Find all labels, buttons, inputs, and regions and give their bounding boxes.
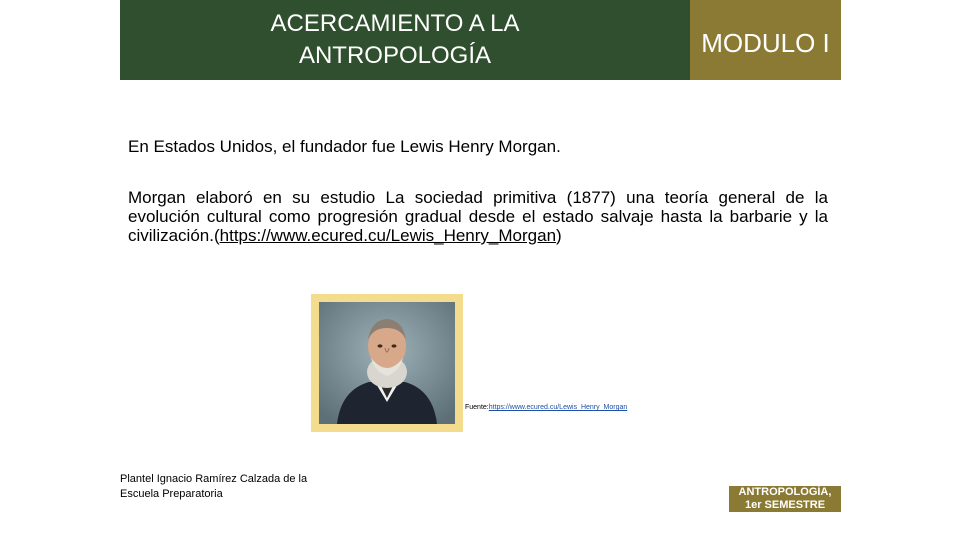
- ecured-link[interactable]: https://www.ecured.cu/Lewis_Henry_Morgan: [219, 226, 557, 245]
- portrait-image: [319, 302, 455, 424]
- footer-course-line2: 1er SEMESTRE: [744, 499, 826, 511]
- image-source: [465, 402, 645, 414]
- slide-title: [230, 8, 560, 72]
- body-paragraph: [128, 188, 828, 245]
- title-banner: [120, 0, 690, 80]
- footer-institution: [120, 472, 350, 502]
- body-text-end: ): [556, 226, 562, 245]
- slide-title-line1: ACERCAMIENTO A LA: [270, 10, 520, 37]
- footer-institution-line2: Escuela Preparatoria: [120, 488, 223, 500]
- source-link[interactable]: https://www.ecured.cu/Lewis_Henry_Morgan: [488, 404, 628, 411]
- body-text: Morgan elaboró en su estudio La sociedad primitiva (1877) una teoría general de la evolución cultural como progresión gradual desde el estado salvaje hasta la barbarie y la civilización.(: [128, 188, 828, 245]
- slide-title-line2: ANTROPOLOGÍA: [298, 42, 492, 69]
- footer-institution-line1: Plantel Ignacio Ramírez Calzada de la: [120, 473, 308, 485]
- source-label: Fuente:: [465, 404, 489, 411]
- module-label: MODULO I: [701, 27, 830, 58]
- intro-paragraph: En Estados Unidos, el fundador fue Lewis Henry Morgan.: [128, 137, 561, 156]
- footer-course-badge: [729, 486, 841, 512]
- portrait-frame: [311, 294, 463, 432]
- footer-course-line1: ANTROPOLOGÍA,: [738, 486, 832, 498]
- module-banner: [690, 0, 841, 80]
